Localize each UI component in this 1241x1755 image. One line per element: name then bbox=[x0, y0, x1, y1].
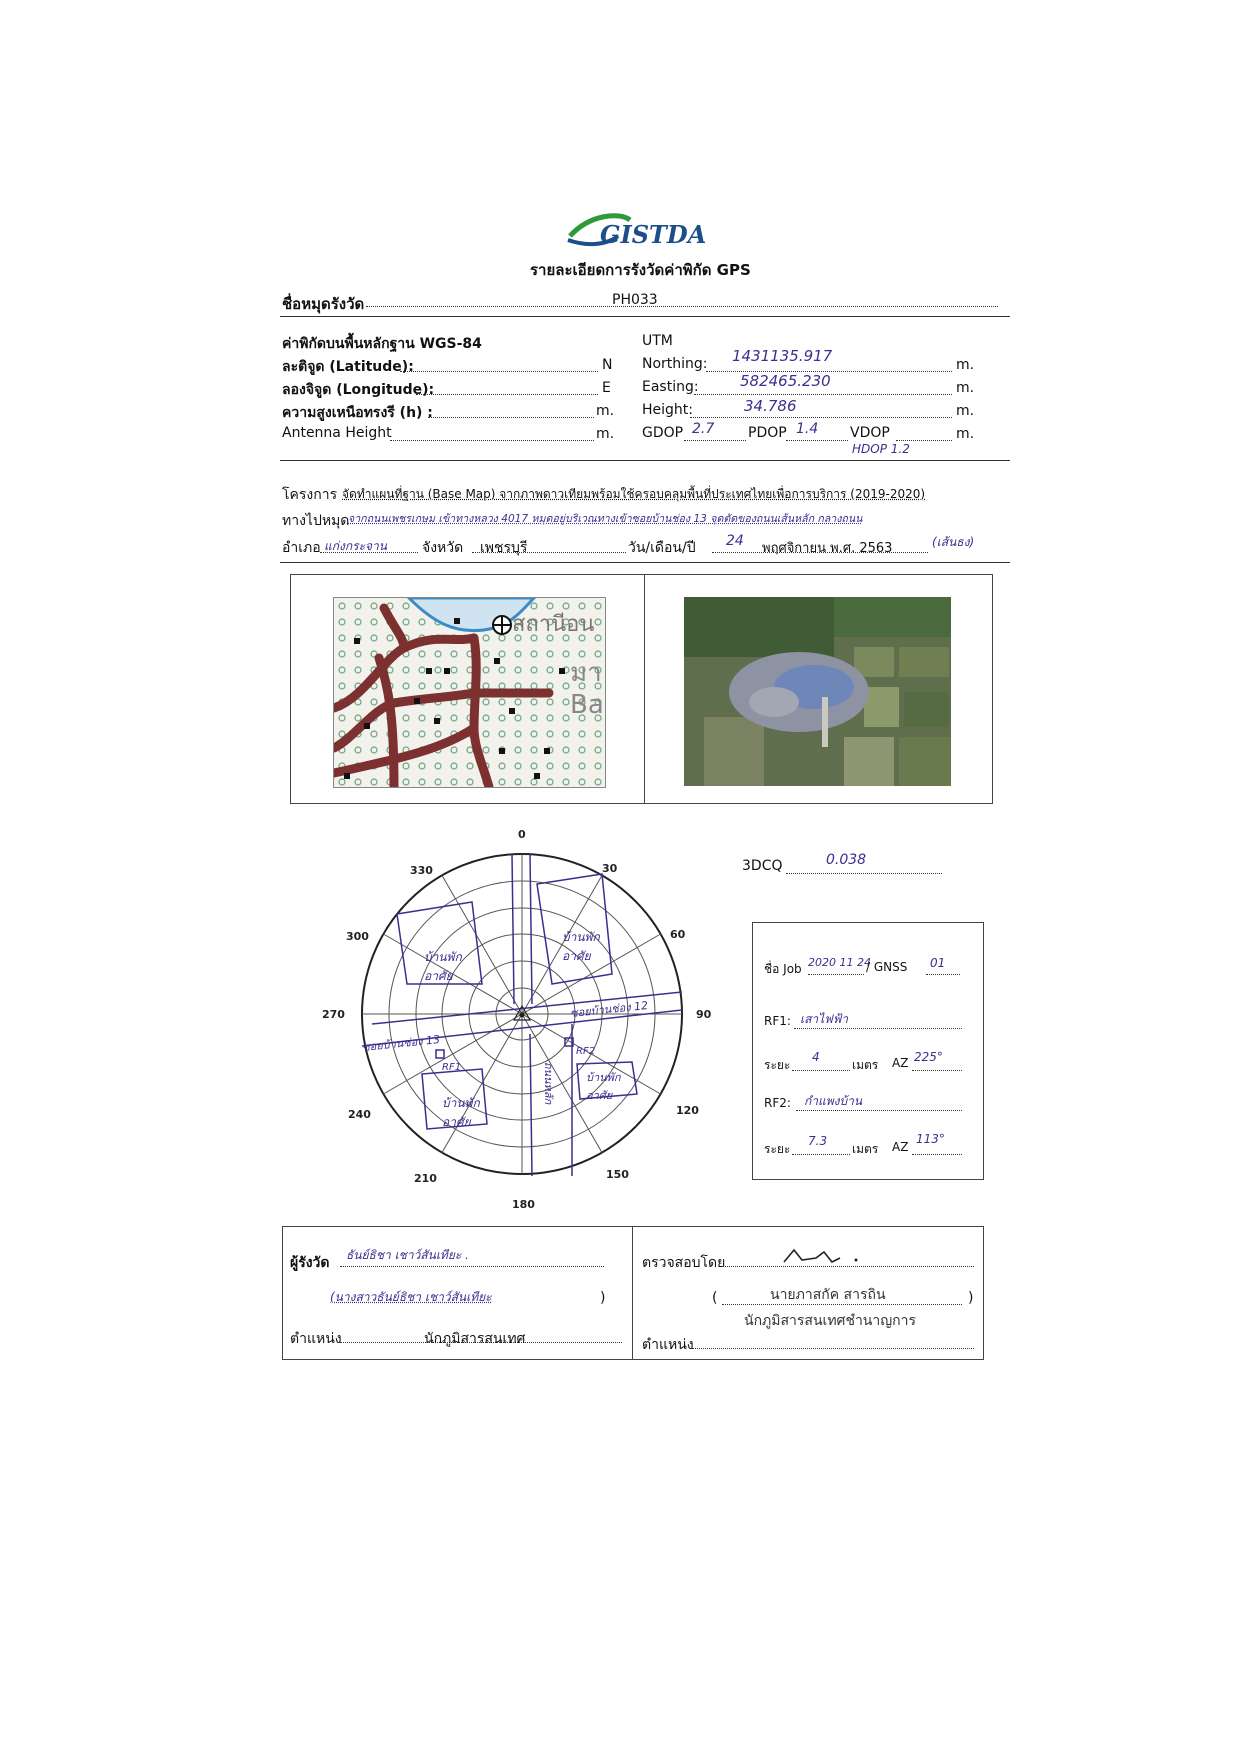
dist2-label: ระยะ bbox=[764, 1142, 791, 1156]
checker-signature bbox=[780, 1244, 880, 1268]
degree-label: 120 bbox=[676, 1104, 699, 1117]
az1-label: AZ bbox=[892, 1056, 909, 1070]
project-label: โครงการ bbox=[282, 487, 338, 503]
checker-name: นายภาสกัค สารถิน bbox=[770, 1287, 886, 1303]
date-label: วัน/เดือน/ปี bbox=[628, 540, 696, 556]
latitude-label: ละติจูด (Latitude): bbox=[282, 359, 414, 375]
divider bbox=[280, 460, 1010, 461]
dist1-value: 4 bbox=[812, 1050, 820, 1064]
hdop-note: HDOP 1.2 bbox=[852, 442, 910, 456]
map-label: สถานีอน bbox=[512, 612, 595, 637]
annotation-road: ซอยบ้านช่อง 12 bbox=[569, 998, 649, 1021]
annotation-house: บ้านพัก อาศัย bbox=[562, 930, 600, 963]
pdop-field bbox=[786, 440, 848, 441]
map-label: มา bbox=[570, 658, 602, 688]
easting-field bbox=[694, 394, 952, 395]
dist2-value: 7.3 bbox=[808, 1134, 828, 1148]
longitude-label: ลองจิจูด (Longitude): bbox=[282, 382, 435, 398]
rf1-label: RF1: bbox=[764, 1014, 791, 1028]
latitude-field bbox=[400, 371, 598, 372]
gistda-logo bbox=[560, 206, 720, 254]
easting-label: Easting: bbox=[642, 379, 699, 395]
rf1-marker-label: RF1 bbox=[442, 1062, 462, 1073]
project-value: จัดทำแผนที่ฐาน (Base Map) จากภาพดาวเทียมพร้อมใช้ครอบคลุมพื้นที่ประเทศไทยเพื่อการบริการ (2019-2020) bbox=[342, 487, 926, 501]
degree-label: 150 bbox=[606, 1168, 629, 1181]
surveyor-signature: ธันย์ธิชา เชาว์สันเทียะ . bbox=[346, 1248, 469, 1262]
annotation-house: บ้านพัก อาศัย bbox=[424, 950, 462, 983]
logo-text: GISTDA bbox=[600, 220, 707, 249]
northing-label: Northing: bbox=[642, 356, 708, 372]
gdop-label: GDOP bbox=[642, 425, 684, 441]
az2-label: AZ bbox=[892, 1140, 909, 1154]
pdop-value: 1.4 bbox=[796, 421, 819, 437]
height-label: ความสูงเหนือทรงรี (h) : bbox=[282, 405, 433, 421]
degree-label: 240 bbox=[348, 1108, 371, 1121]
gnss-label: / GNSS bbox=[866, 960, 908, 974]
checker-name-open: ( bbox=[712, 1290, 718, 1306]
vdop-unit: m. bbox=[956, 426, 975, 442]
date-day: 24 bbox=[726, 533, 744, 549]
job-label: ชื่อ Job bbox=[764, 962, 802, 976]
longitude-unit: E bbox=[602, 380, 611, 396]
sky-plot bbox=[322, 824, 712, 1211]
vdop-field bbox=[896, 440, 952, 441]
surveyor-sign-field bbox=[340, 1266, 604, 1267]
dcq-label: 3DCQ bbox=[742, 858, 783, 874]
degree-label: 330 bbox=[410, 864, 433, 877]
gdop-field bbox=[684, 440, 746, 441]
surveyor-position-label: ตำแหน่ง bbox=[290, 1331, 342, 1347]
degree-label: 30 bbox=[602, 862, 618, 875]
gnss-field bbox=[926, 974, 960, 975]
meter1-label: เมตร bbox=[852, 1058, 879, 1072]
job-value: 2020 11 24 bbox=[808, 956, 871, 969]
map-label: Ba bbox=[570, 690, 604, 720]
district-value: แก่งกระจาน bbox=[324, 539, 387, 553]
utm-height-value: 34.786 bbox=[744, 397, 797, 415]
dist1-field bbox=[792, 1070, 850, 1071]
vdop-label: VDOP bbox=[850, 425, 890, 441]
wgs84-heading: ค่าพิกัดบนพื้นหลักฐาน WGS-84 bbox=[282, 336, 482, 352]
checker-name-close: ) bbox=[968, 1290, 974, 1306]
date-note: (เส้นธง) bbox=[932, 535, 975, 549]
frame-divider bbox=[644, 574, 645, 804]
degree-label: 180 bbox=[512, 1198, 535, 1211]
latitude-unit: N bbox=[602, 357, 613, 373]
northing-unit: m. bbox=[956, 357, 975, 373]
station-field bbox=[366, 306, 998, 307]
rf2-label: RF2: bbox=[764, 1096, 791, 1110]
dist1-label: ระยะ bbox=[764, 1058, 791, 1072]
gnss-value: 01 bbox=[930, 956, 946, 970]
annotation-road: ซอยบ้านช่อง 13 bbox=[361, 1032, 441, 1055]
height-unit: m. bbox=[596, 403, 615, 419]
degree-label: 300 bbox=[346, 930, 369, 943]
meter2-label: เมตร bbox=[852, 1142, 879, 1156]
rf2-marker-label: RF2 bbox=[576, 1046, 596, 1057]
az2-value: 113° bbox=[916, 1132, 945, 1146]
satellite-graphic bbox=[684, 597, 951, 786]
signature-divider bbox=[632, 1226, 633, 1360]
az1-value: 225° bbox=[914, 1050, 943, 1064]
province-label: จังหวัด bbox=[422, 540, 464, 556]
antenna-label: Antenna Height bbox=[282, 425, 392, 441]
annotation-road: ถนนหลัก bbox=[542, 1061, 556, 1105]
document-title: รายละเอียดการรังวัดค่าพิกัด GPS bbox=[530, 261, 751, 279]
rf1-value: เสาไฟฟ้า bbox=[800, 1012, 848, 1026]
job-field bbox=[808, 974, 864, 975]
utm-height-unit: m. bbox=[956, 403, 975, 419]
utm-height-field bbox=[690, 417, 952, 418]
pdop-label: PDOP bbox=[748, 425, 787, 441]
signature-scribble-icon bbox=[780, 1244, 880, 1268]
gdop-value: 2.7 bbox=[692, 421, 715, 437]
checker-position-label: ตำแหน่ง bbox=[642, 1337, 694, 1353]
dcq-field bbox=[786, 873, 942, 874]
dcq-value: 0.038 bbox=[826, 852, 867, 868]
surveyor-name: (นางสาวธันย์ธิชา เชาว์สันเทียะ bbox=[330, 1290, 492, 1304]
antenna-field bbox=[390, 440, 594, 441]
checker-position-title: นักภูมิสารสนเทศชำนาญการ bbox=[744, 1313, 917, 1329]
northing-value: 1431135.917 bbox=[732, 347, 833, 365]
topo-map bbox=[333, 597, 606, 788]
station-value: PH033 bbox=[612, 292, 658, 308]
annotation-house: บ้านพัก อาศัย bbox=[442, 1096, 480, 1129]
dist2-field bbox=[792, 1154, 850, 1155]
degree-label: 60 bbox=[670, 928, 686, 941]
divider bbox=[280, 316, 1010, 317]
divider bbox=[280, 562, 1010, 563]
degree-label: 0 bbox=[518, 828, 526, 841]
route-label: ทางไปหมุด bbox=[282, 513, 350, 529]
checker-position-field bbox=[692, 1348, 974, 1349]
az1-field bbox=[912, 1070, 962, 1071]
surveyor-name-close: ) bbox=[600, 1290, 606, 1306]
easting-value: 582465.230 bbox=[740, 372, 831, 390]
surveyor-label: ผู้รังวัด bbox=[290, 1255, 330, 1271]
route-value: จากถนนเพชรเกษม เข้าทางหลวง 4017 หมุดอยู่บริเวณทางเข้าซอยบ้านช่อง 13 จุดตัดของถนนเส้นหลัก กลางถนน bbox=[348, 513, 863, 525]
easting-unit: m. bbox=[956, 380, 975, 396]
longitude-field bbox=[416, 394, 598, 395]
satellite-image bbox=[684, 597, 951, 786]
district-label: อำเภอ bbox=[282, 540, 321, 556]
rf2-value: กำแพงบ้าน bbox=[804, 1094, 863, 1108]
antenna-unit: m. bbox=[596, 426, 615, 442]
surveyor-position: นักภูมิสารสนเทศ bbox=[424, 1331, 526, 1347]
annotation-house: บ้านพัก อาศัย bbox=[586, 1071, 621, 1102]
utm-heading: UTM bbox=[642, 333, 673, 349]
sky-plot-graphic bbox=[332, 824, 712, 1204]
utm-height-label: Height: bbox=[642, 402, 693, 418]
degree-label: 270 bbox=[322, 1008, 345, 1021]
date-rest: พฤศจิกายน พ.ศ. 2563 bbox=[762, 541, 893, 556]
degree-label: 210 bbox=[414, 1172, 437, 1185]
az2-field bbox=[912, 1154, 962, 1155]
height-field bbox=[428, 417, 594, 418]
station-label: ชื่อหมุดรังวัด bbox=[282, 295, 365, 313]
degree-label: 90 bbox=[696, 1008, 712, 1021]
checker-label: ตรวจสอบโดย bbox=[642, 1255, 726, 1271]
province-value: เพชรบุรี bbox=[480, 540, 528, 556]
